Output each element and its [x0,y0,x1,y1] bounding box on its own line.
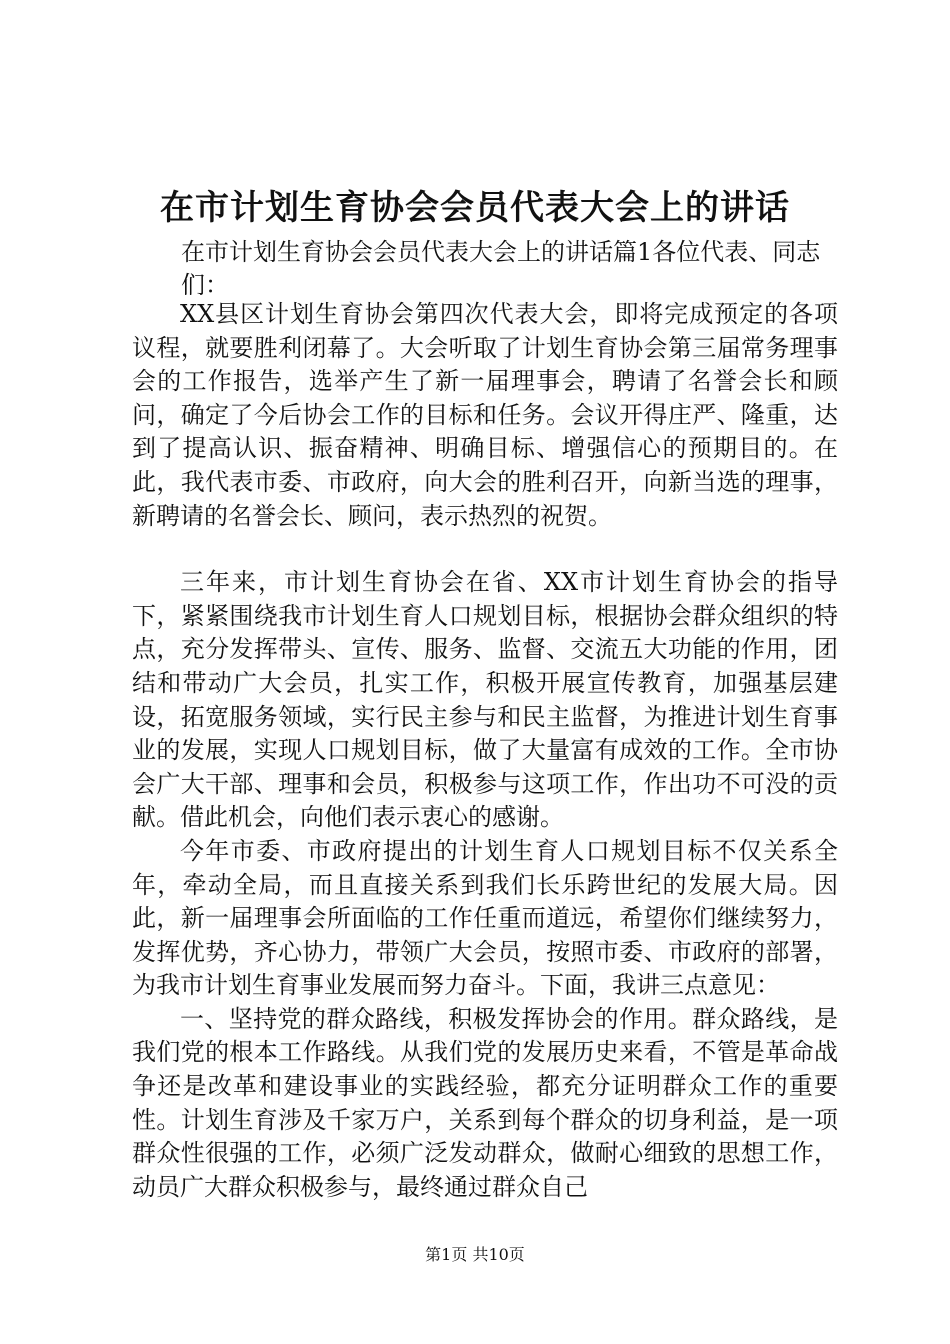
paragraph: 三年来，市计划生育协会在省、XX市计划生育协会的指导下，紧紧围绕我市计划生育人口规划目标，根据协会群众组织的特点，充分发挥带头、宣传、服务、监督、交流五大功能的作用，团结和带动广大会员，扎实工作，积极开展宣传教育，加强基层建设，拓宽服务领域，实行民主参与和民主监督，为推进计划生育事业的发展，实现人口规划目标，做了大量富有成效的工作。全市协会广大干部、理事和会员，积极参与这项工作，作出功不可没的贡献。借此机会，向他们表示衷心的感谢。 [132,568,838,832]
document-subtitle: 在市计划生育协会会员代表大会上的讲话篇1各位代表、同志们： [181,238,821,299]
paragraph: 今年市委、市政府提出的计划生育人口规划目标不仅关系全年，牵动全局，而且直接关系到我们长乐跨世纪的发展大局。因此，新一届理事会所面临的工作任重而道远，希望你们继续努力，发挥优势，齐心协力，带领广大会员，按照市委、市政府的部署，为我市计划生育事业发展而努力奋斗。下面，我讲三点意见： [132,836,838,1000]
document-body [132,298,838,1204]
document-title: 在市计划生育协会会员代表大会上的讲话 [160,188,790,228]
page-footer: 第1页 共10页 [425,1245,525,1264]
paragraph: XX县区计划生育协会第四次代表大会，即将完成预定的各项议程，就要胜利闭幕了。大会听取了计划生育协会第三届常务理事会的工作报告，选举产生了新一届理事会，聘请了名誉会长和顾问，确定了今后协会工作的目标和任务。会议开得庄严、隆重，达到了提高认识、振奋精神、明确目标、增强信心的预期目的。在此，我代表市委、市政府，向大会的胜利召开，向新当选的理事，新聘请的名誉会长、顾问，表示热烈的祝贺。 [132,300,838,530]
paragraph: 一、坚持党的群众路线，积极发挥协会的作用。群众路线，是我们党的根本工作路线。从我们党的发展历史来看，不管是革命战争还是改革和建设事业的实践经验，都充分证明群众工作的重要性。计划生育涉及千家万户，关系到每个群众的切身利益，是一项群众性很强的工作，必须广泛发动群众，做耐心细致的思想工作，动员广大群众积极参与，最终通过群众自己 [132,1004,838,1201]
